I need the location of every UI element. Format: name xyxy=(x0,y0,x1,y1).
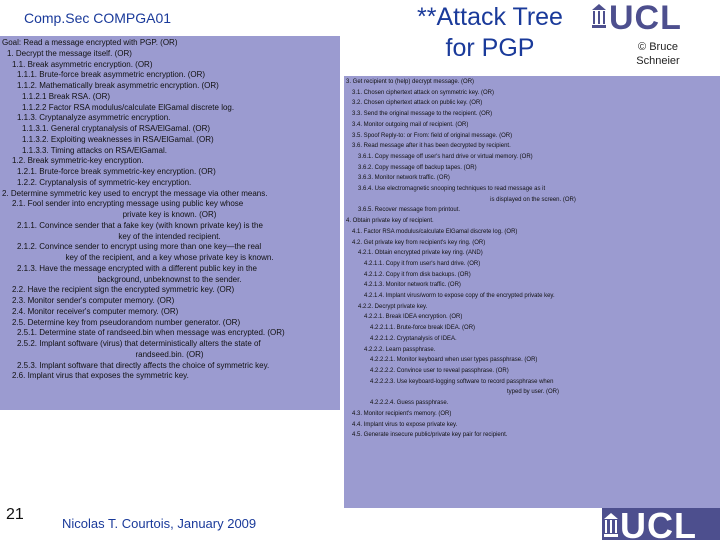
tree-node-line: 2.5. Determine key from pseudorandom number generator. (OR) xyxy=(12,317,241,327)
tree-node-line: 3.6.5. Recover message from printout. xyxy=(358,207,461,214)
tree-node-line: 1.1.2.1 Break RSA. (OR) xyxy=(22,91,111,101)
tree-node-line: 4.1. Factor RSA modulus/calculate ElGamal discrete log. (OR) xyxy=(352,228,518,235)
attack-tree-left-panel xyxy=(0,36,340,410)
tree-node-line: key of the intended recipient. xyxy=(118,231,221,241)
tree-node-line: 1.1.3.1. General cryptanalysis of RSA/ElGamal. (OR) xyxy=(22,124,211,133)
tree-node-line: 2.5.3. Implant software that directly affects the choice of symmetric key. xyxy=(17,360,270,370)
tree-node-line: 1.2.1. Brute-force break symmetric-key encryption. (OR) xyxy=(17,167,216,176)
tree-node-line: 4.5. Generate insecure public/private key pair for recipient. xyxy=(352,432,508,439)
tree-node-line: 4.2.2.2.3. Use keyboard-logging software to record passphrase when xyxy=(370,378,554,385)
tree-node-line: 4.2.2.2. Learn passphrase. xyxy=(364,346,436,353)
tree-node-line: 1.1.2. Mathematically break asymmetric encryption. (OR) xyxy=(17,81,219,90)
tree-node-line: 4.2.2.2.1. Monitor keyboard when user types passphrase. (OR) xyxy=(370,357,538,364)
tree-node-line: 3.4. Monitor outgoing mail of recipient. (OR) xyxy=(352,121,469,128)
tree-node-line: 3.6.4. Use electromagnetic snooping techniques to read message as it xyxy=(358,186,546,193)
tree-node-line: 3. Get recipient to (help) decrypt message. (OR) xyxy=(346,79,475,85)
tree-node-line: 4.2. Get private key from recipient's key ring. (OR) xyxy=(352,239,486,246)
tree-node-line: 4.2.2.1.1. Brute-force break IDEA. (OR) xyxy=(370,325,476,332)
tree-node-line: 1.1.3.2. Exploiting weaknesses in RSA/ElGamal. (OR) xyxy=(22,134,214,144)
tree-node-line: 4.2.1. Obtain encrypted private key ring. (AND) xyxy=(358,250,483,257)
tree-node-line: 2.1. Fool sender into encrypting message using public key whose xyxy=(12,199,244,209)
slide-title-line-1: **Attack Tree xyxy=(417,3,563,31)
attack-tree-right-panel xyxy=(344,76,720,508)
tree-node-line: 4.4. Implant virus to expose private key. xyxy=(352,421,458,428)
ucl-logo-top xyxy=(592,2,718,36)
slide-title-line-2: for PGP xyxy=(445,34,535,62)
tree-node-line: 2.1.3. Have the message encrypted with a different public key in the xyxy=(17,263,257,273)
tree-node-line: 2.6. Implant virus that exposes the symmetric key. xyxy=(12,371,189,381)
tree-node-line: background, unbeknownst to the sender. xyxy=(97,274,242,284)
copyright-note xyxy=(603,40,713,68)
tree-node-line: 4. Obtain private key of recipient. xyxy=(346,218,434,225)
tree-node-line: 1.1. Break asymmetric encryption. (OR) xyxy=(12,59,153,69)
footer-author-date: Nicolas T. Courtois, January 2009 xyxy=(62,516,257,531)
tree-node-line: key of the recipient, and a key whose private key is known. xyxy=(65,253,274,262)
tree-node-line: 4.2.2.2.4. Guess passphrase. xyxy=(370,400,449,407)
tree-node-line: 1.1.1. Brute-force break asymmetric encryption. (OR) xyxy=(17,70,206,80)
slide-number: 21 xyxy=(6,506,24,523)
tree-node-line: 2.3. Monitor sender's computer memory. (OR) xyxy=(12,296,175,305)
tree-node-line: 4.3. Monitor recipient's memory. (OR) xyxy=(352,410,452,417)
tree-node-line: 4.2.2.1. Break IDEA encryption. (OR) xyxy=(364,314,463,321)
tree-node-line: 3.6.3. Monitor network traffic. (OR) xyxy=(358,175,450,182)
ucl-logo-text: UCL xyxy=(609,0,682,37)
tree-node-line: 2.4. Monitor receiver's computer memory. (OR) xyxy=(12,306,179,316)
tree-node-line: 3.6. Read message after it has been decrypted by recipient. xyxy=(352,143,511,150)
portico-icon xyxy=(604,513,618,537)
tree-node-line: randseed.bin. (OR) xyxy=(135,349,204,359)
tree-node-line: 1.1.3.3. Timing attacks on RSA/ElGamal. xyxy=(22,145,167,155)
tree-node-line: 3.5. Spoof Reply-to: or From: field of original message. (OR) xyxy=(352,132,513,139)
tree-node-line: 3.1. Chosen ciphertext attack on symmetric key. (OR) xyxy=(352,89,494,96)
tree-node-line: 3.6.2. Copy message off backup tapes. (OR) xyxy=(358,164,477,171)
copyright-line-2: Schneier xyxy=(636,55,680,67)
tree-node-line: 1.1.2.2 Factor RSA modulus/calculate ElGamal discrete log. xyxy=(22,102,235,112)
tree-node-line: 4.2.2. Decrypt private key. xyxy=(358,303,428,310)
copyright-line-1: © Bruce xyxy=(638,41,678,53)
tree-node-line: typed by user. (OR) xyxy=(506,389,560,396)
tree-node-line: 2.1.2. Convince sender to encrypt using more than one key—the real xyxy=(17,242,262,252)
tree-node-line: 1. Decrypt the message itself. (OR) xyxy=(7,48,132,58)
tree-node-line: 1.2.2. Cryptanalysis of symmetric-key encryption. xyxy=(17,177,192,187)
tree-node-line: 3.3. Send the original message to the recipient. (OR) xyxy=(352,111,493,118)
tree-node-line: 2.2. Have the recipient sign the encrypted symmetric key. (OR) xyxy=(12,285,235,295)
tree-node-line: 3.6.1. Copy message off user's hard drive or virtual memory. (OR) xyxy=(358,153,533,160)
tree-node-line: 4.2.2.1.2. Cryptanalysis of IDEA. xyxy=(370,335,457,342)
tree-node-line: 3.2. Chosen ciphertext attack on public key. (OR) xyxy=(352,100,483,107)
tree-node-line: private key is known. (OR) xyxy=(122,210,217,219)
tree-node-line: 2.1.1. Convince sender that a fake key (with known private key) is the xyxy=(17,220,263,230)
tree-node-line: 4.2.1.4. Implant virus/worm to expose copy of the encrypted private key. xyxy=(364,293,555,300)
tree-node-line: 4.2.1.3. Monitor network traffic. (OR) xyxy=(364,282,461,289)
tree-node-line: 1.1.3. Cryptanalyze asymmetric encryption. xyxy=(17,113,171,123)
ucl-logo-text: UCL xyxy=(620,508,697,540)
tree-node-line: 2.5.2. Implant software (virus) that deterministically alters the state of xyxy=(17,339,261,348)
course-header: Comp.Sec COMPGA01 xyxy=(24,10,172,26)
tree-node-line: 4.2.2.2.2. Convince user to reveal passphrase. (OR) xyxy=(370,367,509,374)
tree-node-line: 4.2.1.1. Copy it from user's hard drive. (OR) xyxy=(364,260,481,267)
ucl-logo-bottom xyxy=(602,508,720,540)
portico-icon xyxy=(592,4,606,28)
tree-node-line: 2.5.1. Determine state of randseed.bin when message was encrypted. (OR) xyxy=(17,328,285,338)
slide-title xyxy=(390,2,590,64)
tree-node-line: 1.2. Break symmetric-key encryption. xyxy=(12,156,144,166)
tree-node-line: Goal: Read a message encrypted with PGP. (OR) xyxy=(2,38,178,47)
tree-node-line: 4.2.1.2. Copy it from disk backups. (OR) xyxy=(364,271,471,278)
tree-node-line: is displayed on the screen. (OR) xyxy=(490,196,576,203)
tree-node-line: 2. Determine symmetric key used to encrypt the message via other means. xyxy=(2,188,268,198)
